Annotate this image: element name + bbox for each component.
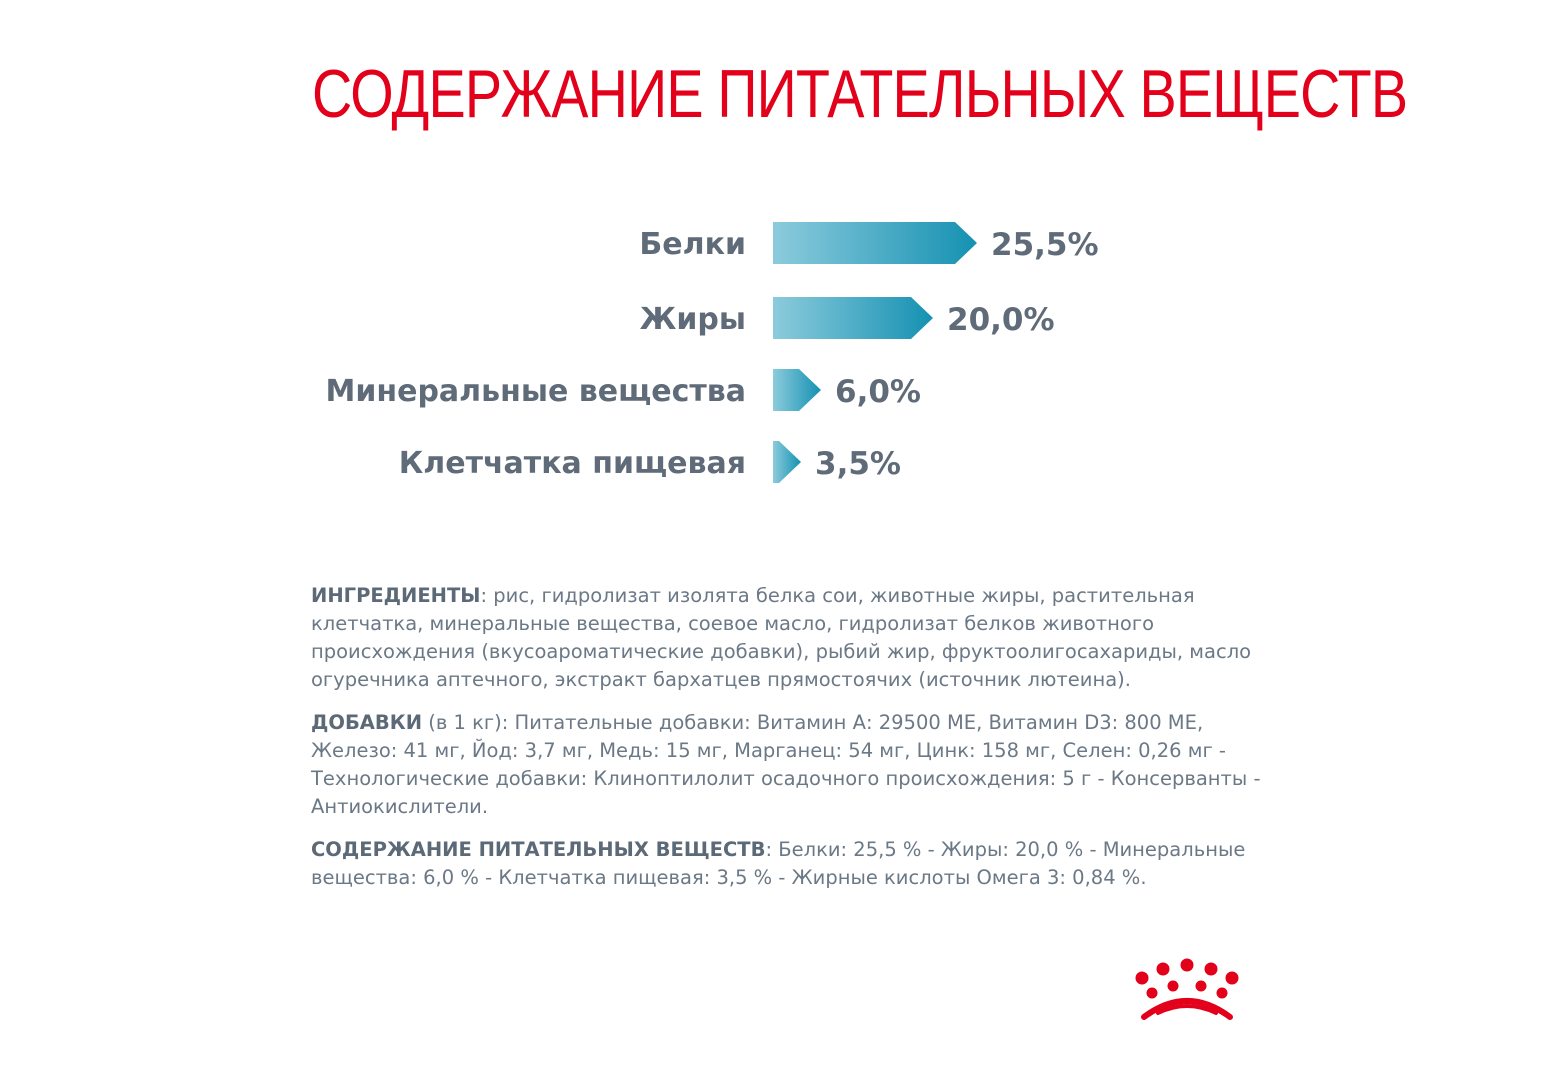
bar-2 (773, 297, 933, 339)
ingredients-text: : рис, гидролизат изолята белка сои, животные жиры, растительная клетчатка, минеральные вещества, соевое масло, гидролизат белков животного происхождения (вкусоароматические добавки), рыбий жир, фруктоолигосахариды, масло огуречника аптечного, экстракт бархатцев прямостоячих (источник лютеина). (311, 584, 1252, 691)
ingredients-label: ИНГРЕДИЕНТЫ (311, 584, 481, 607)
ingredients-paragraph (311, 582, 1281, 694)
bar-value-3: 6,0% (835, 374, 921, 410)
product-info (311, 582, 1281, 907)
bar-value-1: 25,5% (991, 227, 1099, 263)
page-title: СОДЕРЖАНИЕ ПИТАТЕЛЬНЫХ ВЕЩЕСТВ (312, 56, 1408, 132)
bar-4 (773, 441, 801, 483)
additives-label: ДОБАВКИ (311, 711, 423, 734)
bar-label-4: Клетчатка пищевая (398, 446, 746, 481)
bar-value-4: 3,5% (815, 446, 901, 482)
nutrients-label: СОДЕРЖАНИЕ ПИТАТЕЛЬНЫХ ВЕЩЕСТВ (311, 838, 766, 861)
bar-label-2: Жиры (639, 302, 746, 337)
additives-paragraph (311, 709, 1281, 821)
bar-3 (773, 369, 821, 411)
bar-label-3: Минеральные вещества (325, 374, 746, 409)
bar-value-2: 20,0% (947, 302, 1055, 338)
nutrients-text: : Белки: 25,5 % - Жиры: 20,0 % - Минеральные вещества: 6,0 % - Клетчатка пищевая: 3,5 % - Жирные кислоты Омега 3: 0,84 %. (311, 838, 1246, 889)
royal-canin-crown-icon (1128, 955, 1246, 1025)
bar-1 (773, 222, 977, 264)
bar-label-1: Белки (639, 227, 746, 262)
nutrients-paragraph (311, 836, 1281, 892)
additives-text: (в 1 кг): Питательные добавки: Витамин А: 29500 МЕ, Витамин D3: 800 МЕ, Железо: 41 мг, Йод: 3,7 мг, Медь: 15 мг, Марганец: 54 мг, Цинк: 158 мг, Селен: 0,26 мг - Технологические добавки: Клиноптилолит осадочного происхождения: 5 г - Консерванты - Антиокислители. (311, 711, 1261, 818)
